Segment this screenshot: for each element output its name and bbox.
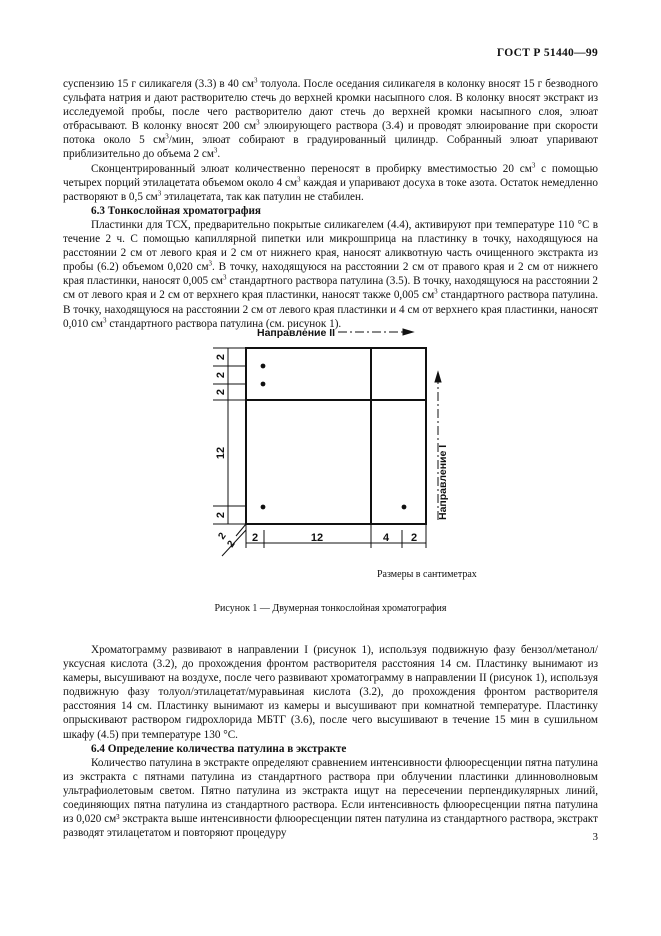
- direction-2-label: Направление II: [257, 327, 336, 339]
- dim-corner-1: 2: [216, 530, 229, 542]
- dim-bottom-3: 4: [382, 532, 390, 544]
- dim-bottom-1: 2: [251, 532, 259, 544]
- dim-left-5: 2: [215, 511, 227, 519]
- paragraph-tlc-plates: Пластинки для ТСХ, предварительно покрытые силикагелем (4.4), активируют при температуре 110 °С в течение 2 ч. С помощью капиллярной пипетки или микрошприца на пластинку в точку, находящуюся на расстоянии 2 см от левого края и 2 см от нижнего края, наносят аликвотную часть очищенного экстракта из пробы (6.2) объемом 0,020 $см^3$. В точку, находящуюся на расстоянии 2 см от правого края и 2 см от нижнего края пластинки, наносят 0,005 $см^3$ стандартного раствора патулина (3.5). В точку, находящуюся на расстоянии 2 см от левого края и 2 см от верхнего края пластинки, наносят также 0,005 $см^3$ стандартного раствора патулина. В точку, находящуюся на расстоянии 2 см от левого края пластинки и 4 см от верхнего края пластинки, наносят 0,010 $см^3$ стандартного раствора патулина (см. рисунок 1).: [63, 218, 598, 330]
- paragraph-suspension: суспензию 15 г силикагеля (3.3) в 40 $см^3$ толуола. После оседания силикагеля в колонку вносят 15 г безводного сульфата натрия и дают растворителю стечь до верхней кромки насыпного слоя. В колонку вносят экстракт из исследуемой пробы, после чего растворителю дают стечь до верхней кромки насыпного слоя, элюат отбрасывают. В колонку вносят 200 $см^3$ элюирующего раствора (3.4) и проводят элюирование при скорости потока около 5 $см^3$/мин, элюат собирают в градуированный цилиндр. Собранный элюат упаривают приблизительно до объема 2 $см^3$.: [63, 76, 598, 161]
- spot-sample-extract: [261, 505, 266, 510]
- paragraph-quantification: Количество патулина в экстракте определяют сравнением интенсивности флюоресценции пятна патулина из экстракта с пятнами патулина из стандартного раствора при облучении пластинки длинноволновым ультрафиолетовым светом. Пятно патулина из экстракта ищут на пересечении перпендикулярных линий, соединяющих пятна патулина из стандартного раствора. Если интенсивность флюоресценции пятна патулина из 0,020 см³ экстракта выше интенсивности флюоресценции пятен патулина из стандартного раствора, экстракт разводят этилацетатом и повторяют процедуру: [63, 756, 598, 840]
- document-header: ГОСТ Р 51440—99: [496, 47, 598, 59]
- section-heading-6-3: 6.3 Тонкослойная хроматография: [91, 204, 261, 217]
- dim-left-4: 12: [215, 446, 227, 460]
- spot-standard-second: [261, 382, 266, 387]
- section-heading-6-4: 6.4 Определение количества патулина в экстракте: [91, 742, 347, 755]
- spot-standard-top: [261, 364, 266, 369]
- dim-bottom-4: 2: [410, 532, 418, 544]
- dim-corner-2: 2: [225, 538, 238, 550]
- paragraph-block-bottom: [63, 643, 598, 840]
- figure-caption: Рисунок 1 — Двумерная тонкослойная хроматография: [214, 603, 447, 614]
- dim-left-2: 2: [215, 371, 227, 379]
- paragraph-concentrated-eluate: Сконцентрированный элюат количественно переносят в пробирку вместимостью 20 $см^3$ с помощью четырех порций этилацетата объемом около 4 $см^3$ каждая и упаривают досуха в токе азота. Остаток немедленно растворяют в 0,5 $см^3$ этилацетата, так как патулин не стабилен.: [63, 160, 599, 203]
- figure-units-note: Размеры в сантиметрах: [377, 569, 477, 580]
- spot-standard-right: [402, 505, 407, 510]
- dim-left-3: 2: [215, 388, 227, 396]
- page-number: 3: [592, 831, 598, 843]
- dim-left-1: 2: [215, 353, 227, 361]
- direction-1-label: Направление I: [437, 444, 449, 520]
- dim-bottom-2: 12: [310, 532, 324, 544]
- paragraph-develop-chromatogram: Хроматограмму развивают в направлении I (рисунок 1), используя подвижную фазу бензол/метанол/уксусная кислота (3.2), до прохождения фронтом растворителя расстояния 14 см. Пластинку вынимают из камеры, высушивают на воздухе, после чего развивают хроматограмму в направлении II (рисунок 1), используя подвижную фазу толуол/этилацетат/муравьиная кислота (3.2), до прохождения фронтом растворителя расстояния 14 см. Пластинку вынимают из камеры и высушивают при комнатной температуре. Пластинку опрыскивают раствором гидрохлорида МБТГ (3.6), после чего высушивают в течение 15 мин в сушильном шкафу (4.5) при температуре 130 °С.: [63, 644, 598, 741]
